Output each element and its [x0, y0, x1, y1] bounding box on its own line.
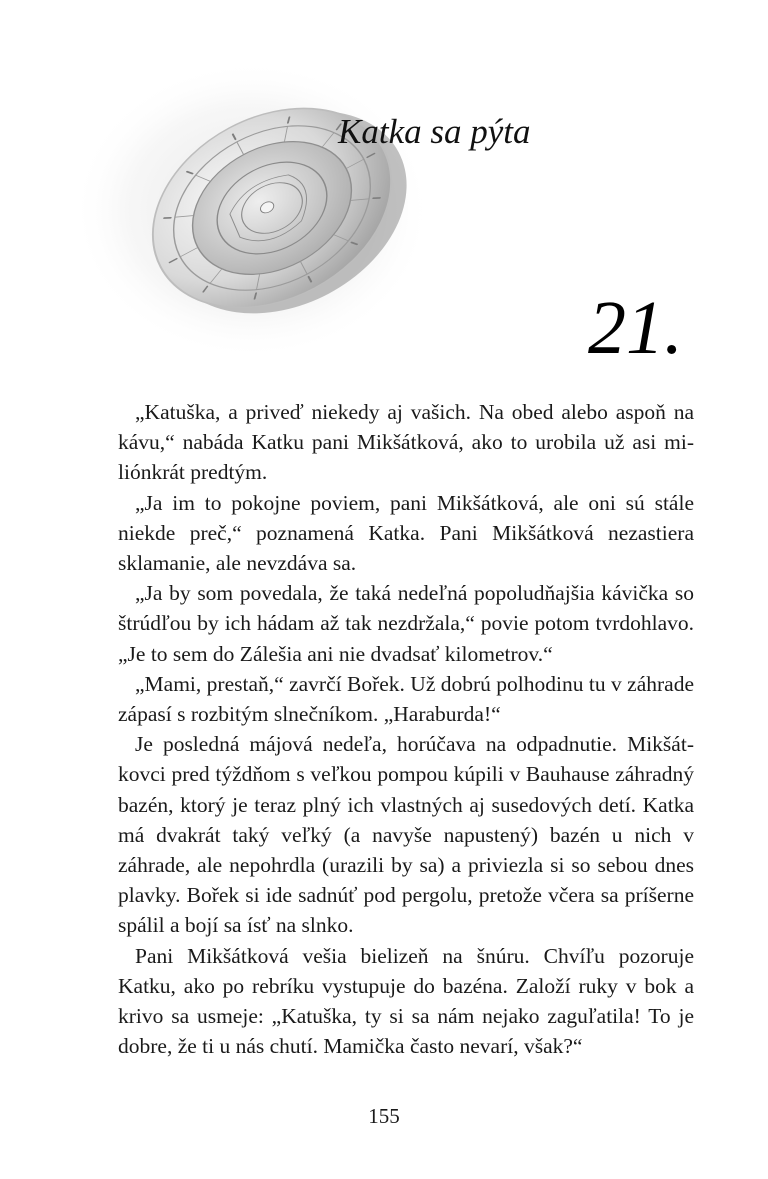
chapter-number: 21.: [588, 286, 683, 370]
paragraph: „Mami, prestaň,“ zavrčí Bořek. Už dobrú polhodinu tu v záhrade zápasí s rozbitým slnečníkom. „Haraburda!“: [118, 671, 694, 727]
chapter-title: Katka sa pýta: [338, 112, 531, 151]
paragraph: Pani Mikšátková vešia bielizeň na šnúru. Chvíľu pozoruje Katku, ako po rebríku vystupuje do bazéna. Založí ruky v bok a krivo sa usmeje: „Katuška, ty si sa nám nejako zaguľatila! To je dobre, že ti u nás chutí. Mamička často nevarí, však?“: [118, 943, 694, 1059]
page-number: 155: [368, 1104, 400, 1128]
paragraph: „Ja by som povedala, že taká nedeľná popoludňajšia kávička so štrúdľou by ich hádam až tak nezdržala,“ povie potom tvrdohlavo. „Je to sem do Zálešia ani nie dvadsať kilometrov.“: [118, 581, 694, 666]
paragraph: „Katuška, a priveď niekedy aj vašich. Na obed alebo aspoň na kávu,“ nabáda Katku pani Mikšátková, ako to urobila už asi miliónkrát predtým.: [118, 400, 694, 485]
paragraph: „Ja im to pokojne poviem, pani Mikšátková, ale oni sú stále niekde preč,“ poznamená Katka. Pani Mikšátková nezastiera sklamanie, ale nevzdáva sa.: [118, 490, 694, 576]
paragraph: Je posledná májová nedeľa, horúčava na odpadnutie. Mikšátkovci pred týždňom s veľkou pompou kúpili v Bauhause záhradný bazén, ktorý je teraz plný ich vlastných aj susedových detí. Katka má dvakrát taký veľký (a navyše napustený) bazén u nich v záhrade, ale nepohrdla (urazili by sa) a priviezla si so sebou dnes plavky. Bořek si ide sadnúť pod pergolu, pretože včera sa príšerne spálil a bojí sa ísť na slnko.: [118, 732, 694, 938]
chapter-body: [118, 397, 694, 1061]
clock-dial-emblem: [72, 60, 432, 360]
